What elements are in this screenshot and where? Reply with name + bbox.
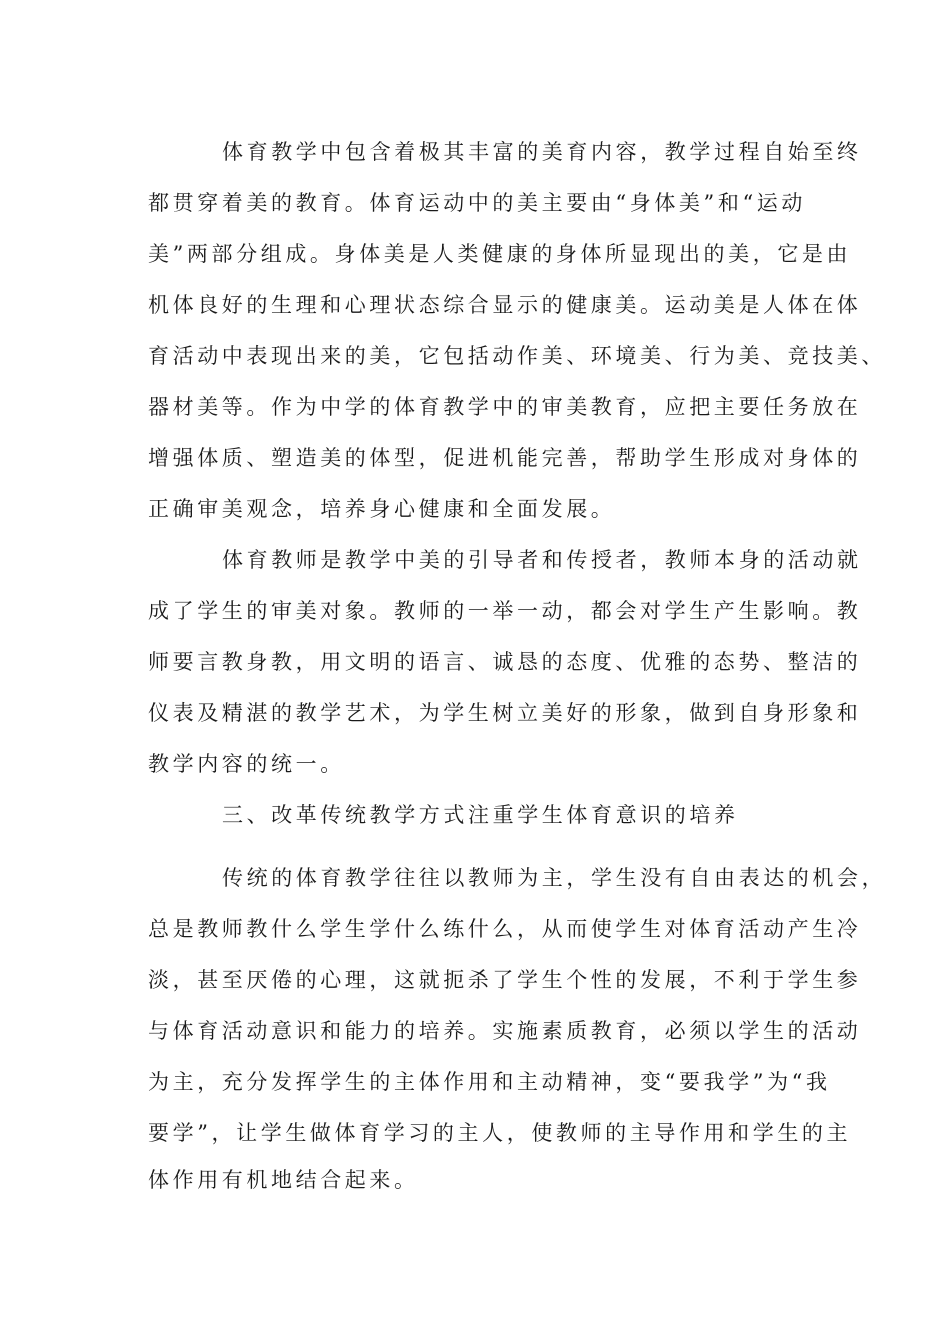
text-line: 师要言教身教，用文明的语言、诚恳的态度、优雅的态势、整洁的 <box>148 650 862 674</box>
text-line: 教学内容的统一。 <box>148 752 345 776</box>
text-line: 传统的体育教学往往以教师为主，学生没有自由表达的机会， <box>222 866 887 890</box>
text-line: 美”两部分组成。身体美是人类健康的身体所显现出的美，它是由 <box>148 242 852 266</box>
text-line: 与体育活动意识和能力的培养。实施素质教育，必须以学生的活动 <box>148 1019 862 1043</box>
text-line: 体作用有机地结合起来。 <box>148 1168 419 1192</box>
text-line: 增强体质、塑造美的体型，促进机能完善，帮助学生形成对身体的 <box>148 446 862 470</box>
text-line: 器材美等。作为中学的体育教学中的审美教育，应把主要任务放在 <box>148 395 862 419</box>
heading-text: 三、改革传统教学方式注重学生体育意识的培养 <box>222 803 739 827</box>
text-line: 成了学生的审美对象。教师的一举一动，都会对学生产生影响。教 <box>148 599 862 623</box>
text-line: 育活动中表现出来的美，它包括动作美、环境美、行为美、竞技美、 <box>148 344 886 368</box>
text-line: 淡，甚至厌倦的心理，这就扼杀了学生个性的发展，不利于学生参 <box>148 968 862 992</box>
text-line: 体育教学中包含着极其丰富的美育内容，教学过程自始至终 <box>222 140 862 164</box>
text-line: 都贯穿着美的教育。体育运动中的美主要由“身体美”和“运动 <box>148 191 807 215</box>
text-line: 仪表及精湛的教学艺术，为学生树立美好的形象，做到自身形象和 <box>148 701 862 725</box>
text-line: 正确审美观念，培养身心健康和全面发展。 <box>148 497 616 521</box>
text-line: 为主，充分发挥学生的主体作用和主动精神，变“要我学”为“我 <box>148 1070 831 1094</box>
text-line: 总是教师教什么学生学什么练什么，从而使学生对体育活动产生冷 <box>148 917 862 941</box>
text-line: 体育教师是教学中美的引导者和传授者，教师本身的活动就 <box>222 548 862 572</box>
text-line: 要学”，让学生做体育学习的主人，使教师的主导作用和学生的主 <box>148 1121 852 1145</box>
text-line: 机体良好的生理和心理状态综合显示的健康美。运动美是人体在体 <box>148 293 862 317</box>
